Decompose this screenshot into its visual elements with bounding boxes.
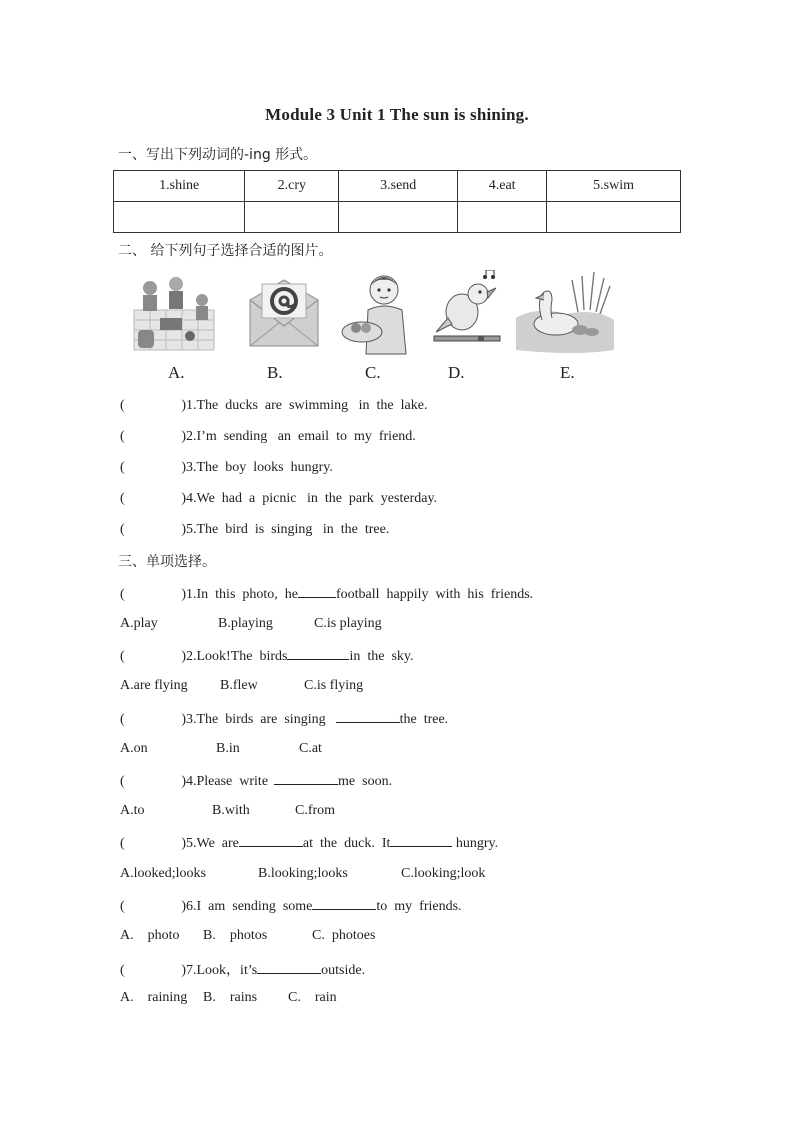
section2-heading: 二、 给下列句子选择合适的图片。 [118, 243, 333, 259]
answer-bracket[interactable]: ( ) [120, 963, 186, 978]
match-item: ( ) 2.I’m sending an email to my friend. [120, 429, 416, 444]
option: A.play [120, 616, 158, 631]
picture-letter: A. [168, 363, 185, 382]
picture-letters [0, 363, 794, 385]
answer-bracket[interactable]: ( ) [120, 587, 186, 602]
picture-letter: B. [267, 363, 283, 382]
picture-letter: E. [560, 363, 575, 382]
answer-cell[interactable] [245, 202, 339, 233]
match-item: ( ) 4.We had a picnic in the park yesterday. [120, 491, 438, 506]
fill-blank[interactable] [257, 961, 321, 974]
fill-blank[interactable] [298, 585, 336, 598]
fill-blank[interactable] [336, 710, 400, 723]
option: C.from [295, 803, 336, 818]
picture-letter: C. [365, 363, 381, 382]
option: B. photos [203, 928, 268, 943]
option: C.looking;look [401, 866, 486, 881]
fill-blank[interactable] [312, 897, 376, 910]
option: B.playing [218, 616, 273, 631]
section3-heading: 三、单项选择。 [118, 554, 216, 570]
email-envelope-icon [244, 270, 324, 355]
answer-bracket[interactable]: ( ) [120, 712, 186, 727]
answer-bracket[interactable]: ( ) [120, 899, 186, 914]
page-title: Module 3 Unit 1 The sun is shining. [265, 105, 529, 124]
fill-blank[interactable] [390, 834, 452, 847]
fill-blank[interactable] [287, 647, 349, 660]
option: C.is playing [314, 616, 382, 631]
question: ( ) 6.I am sending some to my friends. [120, 899, 462, 914]
verb-cell: 4.eat [458, 171, 547, 202]
question: ( ) 7.Look，it’s outside. [120, 963, 366, 978]
picture-row [130, 270, 630, 360]
option: A.to [120, 803, 145, 818]
verb-cell: 5.swim [547, 171, 681, 202]
answer-cell[interactable] [458, 202, 547, 233]
verb-cell: 1.shine [114, 171, 245, 202]
match-item: ( ) 1.The ducks are swimming in the lake. [120, 398, 428, 413]
answer-bracket[interactable]: ( ) [120, 774, 186, 789]
option: A. raining [120, 990, 188, 1005]
duck-in-lake-icon [516, 270, 614, 355]
section1-heading: 一、写出下列动词的-ing 形式。 [118, 147, 318, 163]
option: A.on [120, 741, 148, 756]
option: A. photo [120, 928, 180, 943]
option: C. photoes [312, 928, 376, 943]
option: C.is flying [304, 678, 364, 693]
answer-bracket[interactable]: ( ) [120, 522, 186, 537]
match-item: ( ) 3.The boy looks hungry. [120, 460, 333, 475]
answer-cell[interactable] [114, 202, 245, 233]
option: C.at [299, 741, 322, 756]
answer-bracket[interactable]: ( ) [120, 429, 186, 444]
option: A.looked;looks [120, 866, 206, 881]
option: B. rains [203, 990, 258, 1005]
question: ( ) 1.In this photo, he football happily with his friends. [120, 587, 534, 602]
answer-cell[interactable] [547, 202, 681, 233]
boy-with-plate-icon [340, 270, 420, 355]
picnic-children-icon [130, 270, 218, 355]
fill-blank[interactable] [274, 772, 338, 785]
fill-blank[interactable] [239, 834, 303, 847]
verb-table [113, 170, 681, 233]
question: ( ) 3.The birds are singing the tree. [120, 712, 449, 727]
option: B.with [212, 803, 250, 818]
question: ( ) 2.Look!The birds in the sky. [120, 649, 414, 664]
verb-cell: 3.send [339, 171, 458, 202]
answer-bracket[interactable]: ( ) [120, 491, 186, 506]
option: C. rain [288, 990, 337, 1005]
answer-bracket[interactable]: ( ) [120, 398, 186, 413]
question: ( ) 5.We are at the duck. It hungry. [120, 836, 499, 851]
answer-bracket[interactable]: ( ) [120, 460, 186, 475]
option: B.in [216, 741, 240, 756]
answer-bracket[interactable]: ( ) [120, 649, 186, 664]
question: ( ) 4.Please write me soon. [120, 774, 393, 789]
option: B.flew [220, 678, 258, 693]
picture-letter: D. [448, 363, 465, 382]
option: A.are flying [120, 678, 188, 693]
verb-cell: 2.cry [245, 171, 339, 202]
answer-cell[interactable] [339, 202, 458, 233]
match-item: ( ) 5.The bird is singing in the tree. [120, 522, 390, 537]
option: B.looking;looks [258, 866, 348, 881]
answer-bracket[interactable]: ( ) [120, 836, 186, 851]
singing-bird-icon [432, 270, 504, 355]
